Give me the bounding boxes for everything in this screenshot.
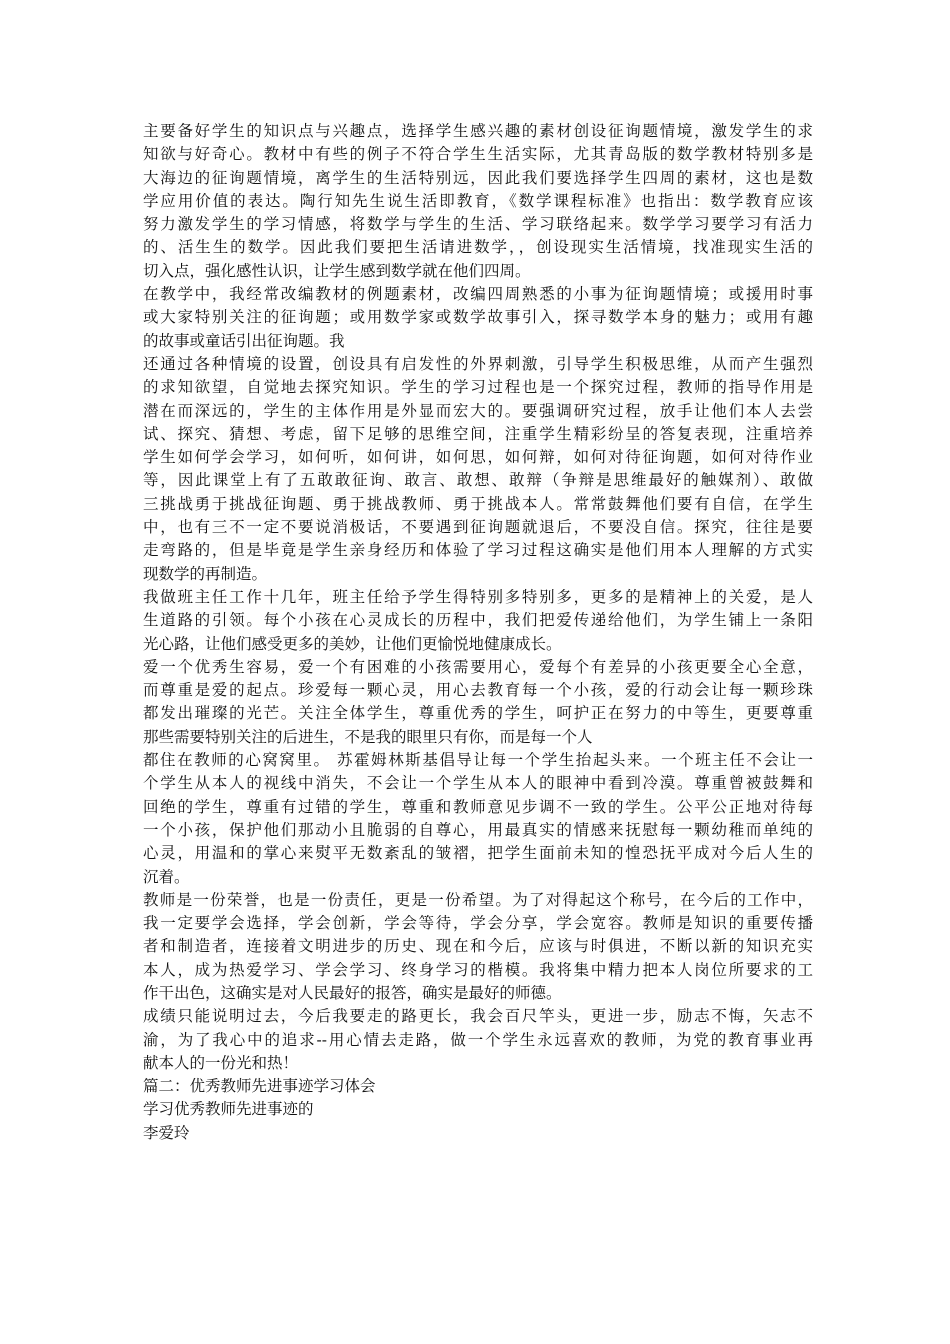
text-line: 作干出色，这确实是对人民最好的报答，确实是最好的师德。 [143,983,562,1002]
text-line: 学习优秀教师先进事迹的 [143,1100,314,1119]
text-line: 努力激发学生的学习情感，将数学与学生的生活、学习联络起来。数学学习要学习有活力 [143,215,813,234]
text-line: 主要备好学生的知识点与兴趣点，选择学生感兴趣的素材创设征询题情境，激发学生的求 [143,122,813,140]
text-line: 试、探究、猜想、考虑，留下足够的思维空间，注重学生精彩纷呈的答复表现，注重培养 [143,424,813,443]
text-line: 知欲与好奇心。教材中有些的例子不符合学生生活实际，尤其青岛版的数学教材特别多是 [143,145,813,164]
text-line: 学生如何学会学习，如何听，如何讲，如何思，如何辩，如何对待征询题，如何对待作业 [143,448,813,467]
text-line: 中，也有三不一定不要说消极话，不要遇到征询题就退后，不要没自信。探究，往往是要 [143,518,813,537]
text-line: 而尊重是爱的起点。珍爱每一颗心灵，用心去教育每一个小孩，爱的行动会让每一颗珍珠 [143,681,813,700]
text-line: 都发出璀璨的光芒。关注全体学生，尊重优秀的学生，呵护正在努力的中等生，更要尊重 [143,704,813,723]
text-line: 的求知欲望，自觉地去探究知识。学生的学习过程也是一个探究过程，教师的指导作用是 [143,378,813,397]
text-line: 光心路，让他们感受更多的美妙，让他们更愉悦地健康成长。 [143,634,562,653]
text-line: 爱一个优秀生容易，爱一个有困难的小孩需要用心，爱每个有差异的小孩更要全心全意， [143,657,813,676]
text-line: 个学生从本人的视线中消失，不会让一个学生从本人的眼神中看到冷漠。尊重曾被鼓舞和 [143,774,813,793]
text-line: 一个小孩，保护他们那动小且脆弱的自尊心，用最真实的情感来抚慰每一颗幼稚而单纯的 [143,820,813,839]
text-line: 我一定要学会选择，学会创新，学会等待，学会分享，学会宽容。教师是知识的重要传播 [143,914,813,933]
text-line: 的故事或童话引出征询题。我 [143,331,345,350]
text-line: 本人，成为热爱学习、学会学习、终身学习的楷模。我将集中精力把本人岗位所要求的工 [143,960,813,979]
text-line: 学应用价值的表达。陶行知先生说生活即教育，《数学课程标准》也指出：数学教育应该 [143,191,813,210]
text-line: 那些需要特别关注的后进生，不是我的眼里只有你，而是每一个人 [143,727,593,746]
text-line: 的、活生生的数学。因此我们要把生活请进数学，，创设现实生活情境，找准现实生活的 [143,238,813,257]
text-line: 心灵，用温和的掌心来熨平无数紊乱的皱褶，把学生面前未知的惶恐抚平成对今后人生的 [143,844,813,863]
text-line: 教师是一份荣誉，也是一份责任，更是一份希望。为了对得起这个称号，在今后的工作中， [143,890,813,909]
text-line: 切入点，强化感性认识，让学生感到数学就在他们四周。 [143,261,531,280]
text-line: 沉着。 [143,867,190,886]
text-line: 等，因此课堂上有了五敢敢征询、敢言、敢想、敢辩（争辩是思维最好的触媒剂）、敢做 [143,471,813,490]
text-line: 还通过各种情境的设置，创设具有启发性的外界刺激，引导学生积极思维，从而产生强烈 [143,354,813,373]
text-line: 或大家特别关注的征询题；或用数学家或数学故事引入，探寻数学本身的魅力；或用有趣 [143,308,813,327]
text-line: 成绩只能说明过去，今后我要走的路更长，我会百尺竿头，更进一步，励志不悔，矢志不 [143,1007,813,1026]
text-line: 李爱玲 [143,1123,190,1142]
text-line: 在教学中，我经常改编教材的例题素材，改编四周熟悉的小事为征询题情境；或援用时事 [143,285,813,304]
text-line: 大海边的征询题情境，离学生的生活特别远，因此我们要选择学生四周的素材，这也是数 [143,168,813,187]
text-line: 走弯路的，但是毕竟是学生亲身经历和体验了学习过程这确实是他们用本人理解的方式实 [143,541,813,560]
text-line: 生道路的引领。每个小孩在心灵成长的历程中，我们把爱传递给他们，为学生铺上一条阳 [143,611,813,630]
text-line: 都住在教师的心窝窝里。 苏霍姆林斯基倡导让每一个学生抬起头来。一个班主任不会让一 [143,751,813,770]
text-line: 者和制造者，连接着文明进步的历史、现在和今后，应该与时俱进，不断以新的知识充实 [143,937,813,956]
text-line: 潜在而深远的，学生的主体作用是外显而宏大的。要强调研究过程，放手让他们本人去尝 [143,401,813,420]
document-body [143,120,813,1145]
text-line: 现数学的再制造。 [143,564,268,583]
text-line: 篇二：优秀教师先进事迹学习体会 [143,1077,376,1096]
text-line: 回绝的学生，尊重有过错的学生，尊重和教师意见步调不一致的学生。公平公正地对待每 [143,797,813,816]
text-line: 献本人的一份光和热！ [143,1053,299,1072]
text-line: 渝，为了我心中的追求--用心情去走路，做一个学生永远喜欢的教师，为党的教育事业再 [143,1030,813,1049]
text-line: 三挑战勇于挑战征询题、勇于挑战教师、勇于挑战本人。常常鼓舞他们要有自信，在学生 [143,494,813,513]
text-line: 我做班主任工作十几年，班主任给予学生得特别多特别多，更多的是精神上的关爱，是人 [143,587,813,606]
